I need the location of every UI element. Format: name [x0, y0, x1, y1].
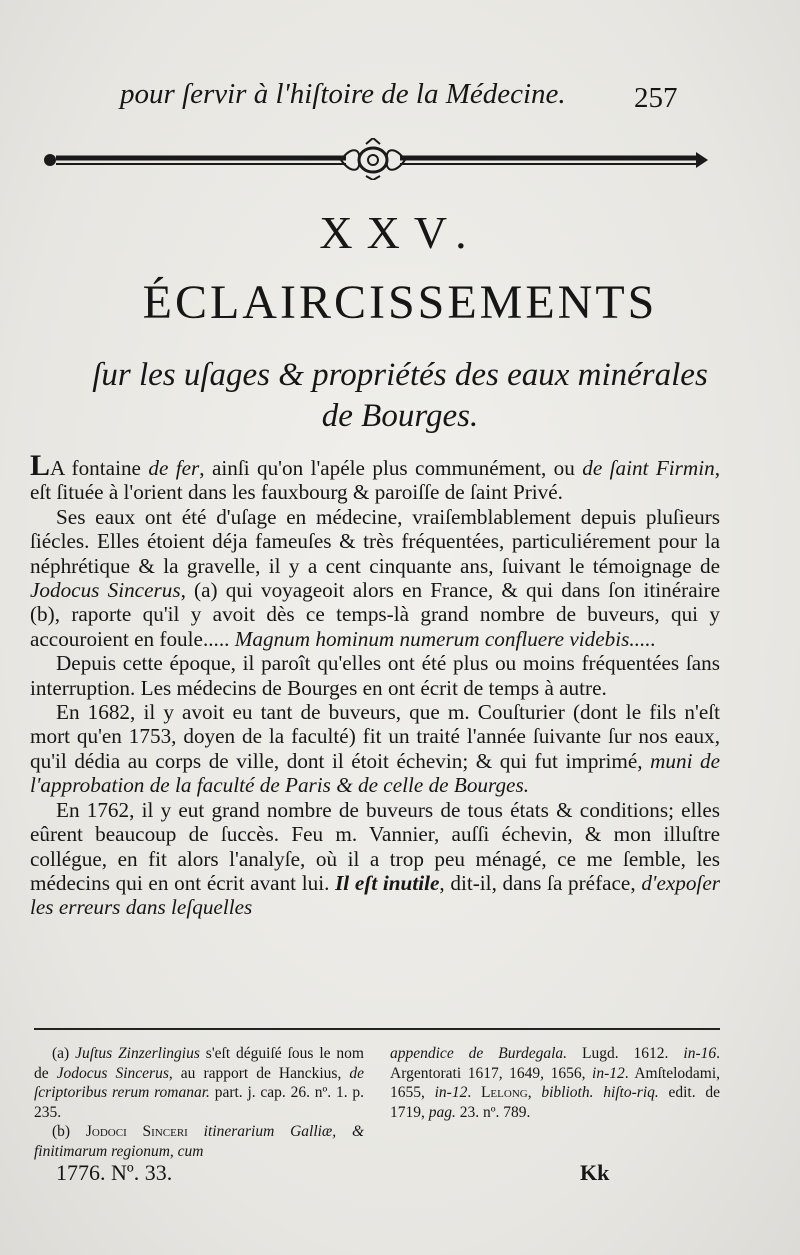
page-number: 257	[634, 82, 678, 114]
text-run: (b)	[52, 1123, 86, 1141]
text-run: , au rapport de Hanckius,	[168, 1064, 350, 1082]
text-run: . Argentorati 1617, 1649, 1656,	[390, 1045, 721, 1082]
italic-run: d'expoſer les erreurs dans leſquelles	[30, 870, 720, 920]
italic-run: biblioth. hiſto-	[541, 1084, 637, 1102]
text-run: En 1682, il y avoit eu tant de buveurs, que m. Couſturier (dont le fils n'eſt mort qu'en 1753, doyen de la faculté) fit un traité l'année ſuivante ſur nos eaux, qu'il dédia au corps de ville, dont il étoit échevin; & qui fut imprimé,	[30, 700, 720, 773]
italic-run: in-12	[592, 1064, 625, 1082]
paragraph-2	[30, 505, 720, 651]
chapter-title: ÉCLAIRCISSEMENTS	[142, 276, 658, 329]
italic-run: Juſtus Zinzerlingius	[75, 1045, 200, 1062]
text-run: Ses eaux ont été d'uſage en médecine, vraiſemblablement depuis pluſieurs ſiécles. Elles étoient déja fameuſes & très fréquentées, particuliérement pour la néphrétique & la gravelle, il y a cent cinquante ans, ſuivant le témoignage de	[30, 504, 720, 578]
chapter-subtitle-line-1: ſur les uſages & propriétés des eaux minérales	[92, 357, 708, 393]
italic-run: de ſcriptoribus rerum romanar.	[34, 1064, 365, 1102]
footnote-rule	[34, 1028, 720, 1030]
running-title: pour ſervir à l'hiſtoire de la Médecine.	[120, 78, 566, 110]
text-run: . Amſtelodami, 1655,	[390, 1064, 720, 1102]
italic-run: Magnum hominum numerum confluere videbis.....	[234, 626, 656, 651]
text-run: s'eſt déguiſé ſous le nom de	[34, 1045, 364, 1082]
italic-run: riq.	[636, 1084, 659, 1102]
footnote-a	[34, 1044, 364, 1122]
italic-run: Jodocus Sincerus	[56, 1064, 169, 1082]
footnote-column-left	[34, 1044, 364, 1162]
text-run: Depuis cette époque, il paroît qu'elles ont été plus ou moins fréquentées ſans interruption. Les médecins de Bourges en ont écrit de temps à autre.	[30, 651, 720, 700]
text-run: , dit-il, dans ſa préface,	[439, 870, 642, 895]
text-run: edit. de 1719,	[390, 1084, 720, 1121]
body-text	[30, 449, 721, 920]
text-run: , ainſi qu'on l'apéle plus communément, ou	[199, 456, 583, 480]
drop-cap: L	[30, 449, 51, 482]
text-run: Lugd. 1612.	[567, 1045, 684, 1062]
small-caps-run: Lelong	[480, 1084, 528, 1102]
paragraph-3	[30, 651, 720, 700]
italic-run: appendice de Burdegala.	[390, 1045, 568, 1062]
printer-ornament-rule	[36, 138, 710, 180]
italic-run: de fer	[148, 456, 200, 480]
italic-run: in-16	[683, 1045, 717, 1062]
text-run: , eſt ſituée à l'orient dans les fauxbourg & paroiſſe de ſaint Privé.	[30, 456, 720, 505]
italic-run: muni de l'approbation de la faculté de Paris & de celle de Bourges.	[30, 748, 721, 798]
text-run: ,	[527, 1084, 542, 1102]
italic-run: itinerarium Galliæ, & finitimarum regionum, cum	[34, 1123, 364, 1160]
running-head	[0, 78, 800, 118]
text-run: 23. nº. 789.	[455, 1103, 531, 1121]
text-run: En 1762, il y eut grand nombre de buveurs de tous états & conditions; elles eûrent beaucoup de ſuccès. Feu m. Vannier, auſſi échevin, & mon illuſtre collégue, en fit alors l'analyſe, où il a trop peu ménagé, ce me ſemble, les médecins qui en ont écrit avant lui.	[30, 797, 720, 895]
chapter-subtitle-line-2: de Bourges.	[321, 398, 479, 434]
issue-signature: 1776. Nº. 33.	[56, 1160, 173, 1185]
gathering-signature: Kk	[580, 1160, 610, 1185]
text-run: part. j. cap. 26. nº. 1. p. 235.	[34, 1084, 364, 1121]
italic-run: Il eſt inutile	[335, 870, 440, 895]
paragraph-1	[30, 449, 720, 505]
text-run: A fontaine	[50, 456, 149, 480]
footnote-column-right	[390, 1044, 720, 1162]
footnotes	[34, 1044, 720, 1162]
chapter-number: XXV.	[319, 207, 481, 258]
footnote-b-continued	[390, 1044, 720, 1122]
footnote-b	[34, 1122, 364, 1161]
italic-run: Jodocus Sincerus	[30, 578, 181, 603]
text-run: , (a) qui voyageoit alors en France, & qui dans ſon itinéraire (b), raporte qu'il y avoit dès ce temps-là grand nombre de buveurs, qui y accouroient en foule.....	[30, 578, 720, 651]
small-caps-run: Jodoci Sinceri	[85, 1123, 188, 1141]
text-run: .	[467, 1084, 481, 1102]
paragraph-4	[30, 700, 720, 798]
italic-run: de ſaint Firmin	[582, 456, 715, 480]
paragraph-5	[30, 798, 720, 920]
text-run: (a)	[52, 1045, 76, 1062]
italic-run: in-12	[434, 1084, 468, 1102]
italic-run: pag.	[428, 1103, 456, 1121]
